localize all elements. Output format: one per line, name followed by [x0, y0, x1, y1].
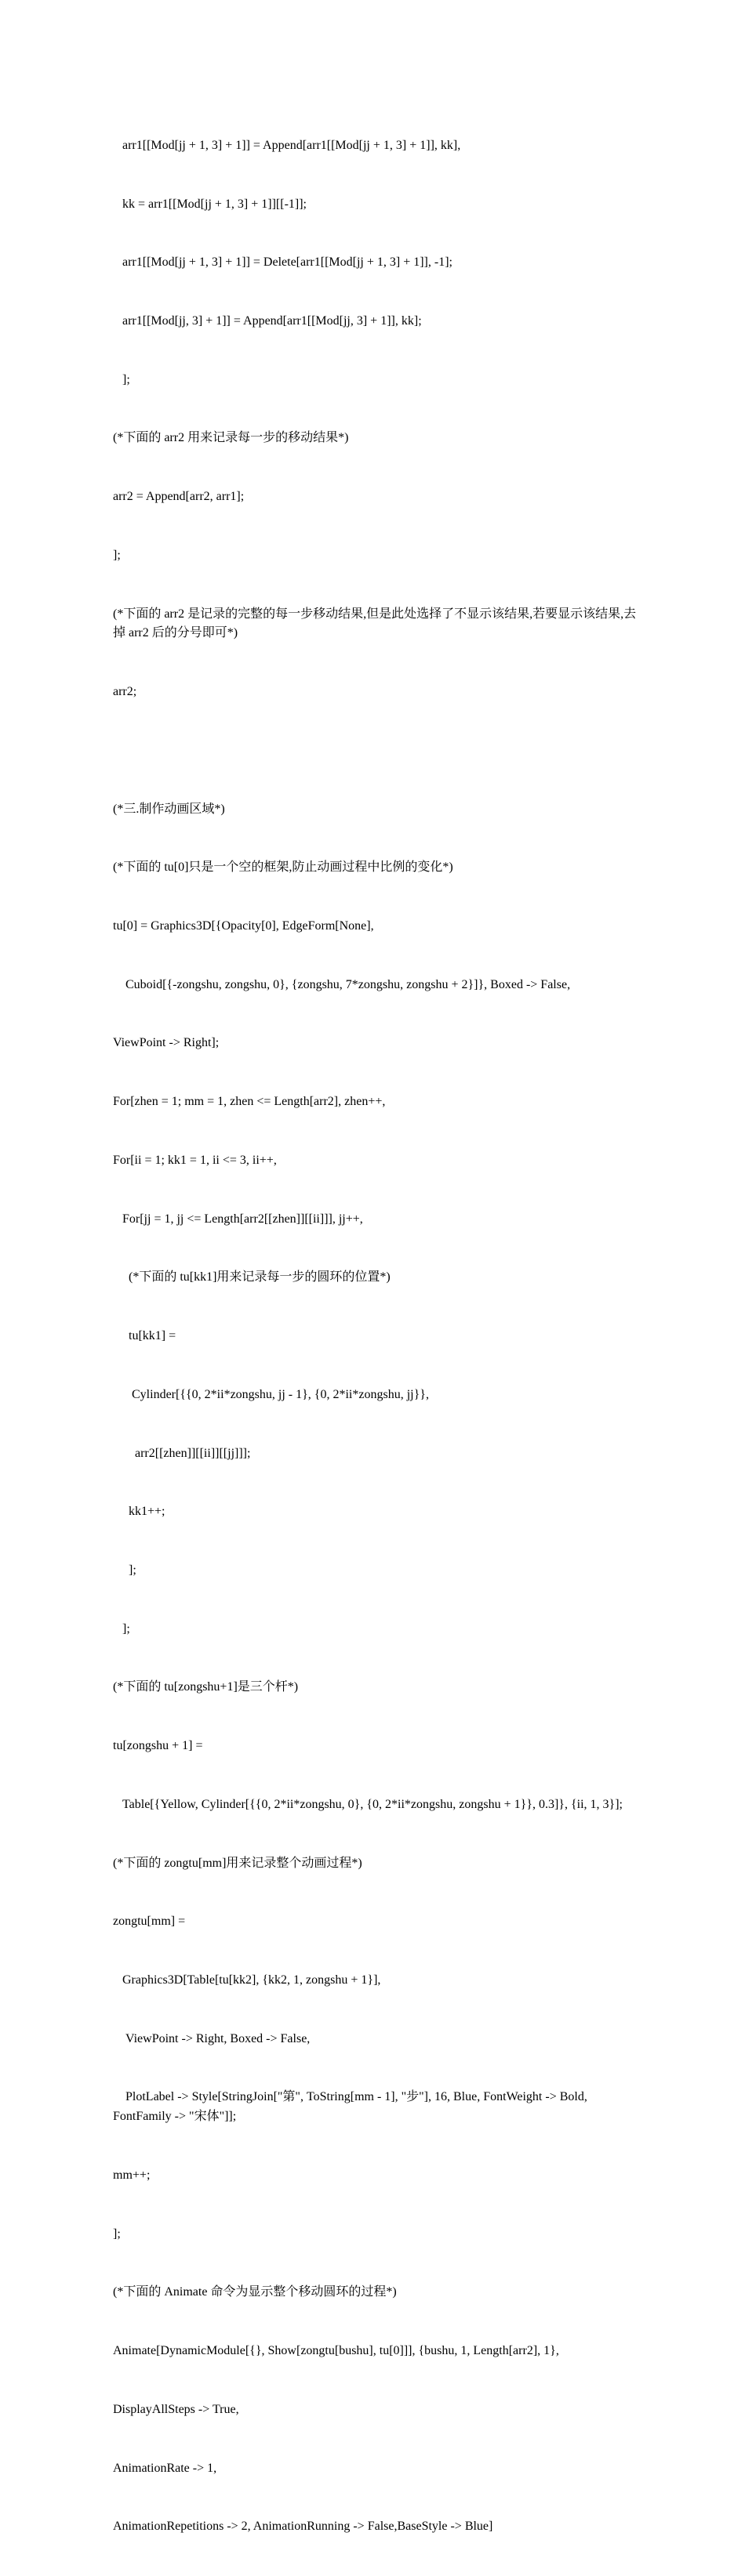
code-listing [113, 97, 638, 2576]
code-line: ViewPoint -> Right, Boxed -> False, [113, 2031, 311, 2045]
code-line: AnimationRepetitions -> 2, AnimationRunning -> False,BaseStyle -> Blue] [113, 2520, 493, 2534]
comment-line: (*下面的 tu[kk1]用来记录每一步的圆环的位置*) [113, 1270, 391, 1284]
code-line: ]; [113, 1621, 130, 1636]
comment-line: (*下面的 arr2 是记录的完整的每一步移动结果,但是此处选择了不显示该结果,若要显示该结果,去掉 arr2 后的分号即可*) [113, 607, 637, 640]
code-line: kk1++; [113, 1505, 165, 1519]
comment-line: (*下面的 zongtu[mm]用来记录整个动画过程*) [113, 1856, 362, 1870]
section-comment-line: (*三.制作动画区域*) [113, 802, 225, 816]
code-line: mm++; [113, 2168, 151, 2183]
code-line: For[ii = 1; kk1 = 1, ii <= 3, ii++, [113, 1153, 277, 1167]
code-line: ]; [113, 372, 130, 386]
code-line: zongtu[mm] = [113, 1915, 186, 1929]
comment-line: (*下面的 tu[zongshu+1]是三个杆*) [113, 1680, 299, 1694]
code-line: tu[0] = Graphics3D[{Opacity[0], EdgeForm[None], [113, 919, 374, 933]
code-line: Animate[DynamicModule[{}, Show[zongtu[bushu], tu[0]]], {bushu, 1, Length[arr2], 1}, [113, 2344, 559, 2358]
comment-line: (*下面的 tu[0]只是一个空的框架,防止动画过程中比例的变化*) [113, 860, 453, 875]
code-line: PlotLabel -> Style[StringJoin["第", ToString[mm - 1], "步"], 16, Blue, FontWeight -> Bold, FontFamily -> "宋体"]]; [113, 2090, 591, 2124]
code-line: Graphics3D[Table[tu[kk2], {kk2, 1, zongshu + 1}], [113, 1973, 381, 1987]
code-line: arr2[[zhen]][[ii]][[jj]]]; [113, 1446, 251, 1460]
code-line: arr1[[Mod[jj, 3] + 1]] = Append[arr1[[Mod[jj, 3] + 1]], kk]; [113, 313, 422, 328]
code-line: arr2 = Append[arr2, arr1]; [113, 490, 245, 504]
blank-line [113, 741, 638, 761]
code-line: Table[{Yellow, Cylinder[{{0, 2*ii*zongshu, 0}, {0, 2*ii*zongshu, zongshu + 1}}, 0.3]}, {ii, 1, 3}]; [113, 1797, 623, 1811]
code-line: arr1[[Mod[jj + 1, 3] + 1]] = Delete[arr1[[Mod[jj + 1, 3] + 1]], -1]; [113, 255, 452, 270]
code-line: AnimationRate -> 1, [113, 2461, 217, 2475]
code-line: DisplayAllSteps -> True, [113, 2402, 239, 2416]
code-line: ]; [113, 1563, 136, 1577]
code-line: ViewPoint -> Right]; [113, 1036, 220, 1050]
code-line: Cylinder[{{0, 2*ii*zongshu, jj - 1}, {0, 2*ii*zongshu, jj}}, [113, 1387, 429, 1401]
code-line: ]; [113, 2226, 121, 2241]
code-line: arr1[[Mod[jj + 1, 3] + 1]] = Append[arr1[[Mod[jj + 1, 3] + 1]], kk], [113, 138, 461, 152]
code-line: For[jj = 1, jj <= Length[arr2[[zhen]][[ii]]], jj++, [113, 1212, 363, 1226]
code-line: arr2; [113, 685, 137, 699]
code-line: ]; [113, 548, 121, 562]
code-line: Cuboid[{-zongshu, zongshu, 0}, {zongshu, 7*zongshu, zongshu + 2}]}, Boxed -> False, [113, 977, 571, 991]
code-line: For[zhen = 1; mm = 1, zhen <= Length[arr2], zhen++, [113, 1095, 386, 1109]
comment-line: (*下面的 arr2 用来记录每一步的移动结果*) [113, 431, 349, 445]
code-line: kk = arr1[[Mod[jj + 1, 3] + 1]][[-1]]; [113, 197, 307, 211]
code-line: tu[zongshu + 1] = [113, 1739, 203, 1753]
comment-line: (*下面的 Animate 命令为显示整个移动圆环的过程*) [113, 2285, 397, 2299]
code-line: tu[kk1] = [113, 1329, 176, 1343]
